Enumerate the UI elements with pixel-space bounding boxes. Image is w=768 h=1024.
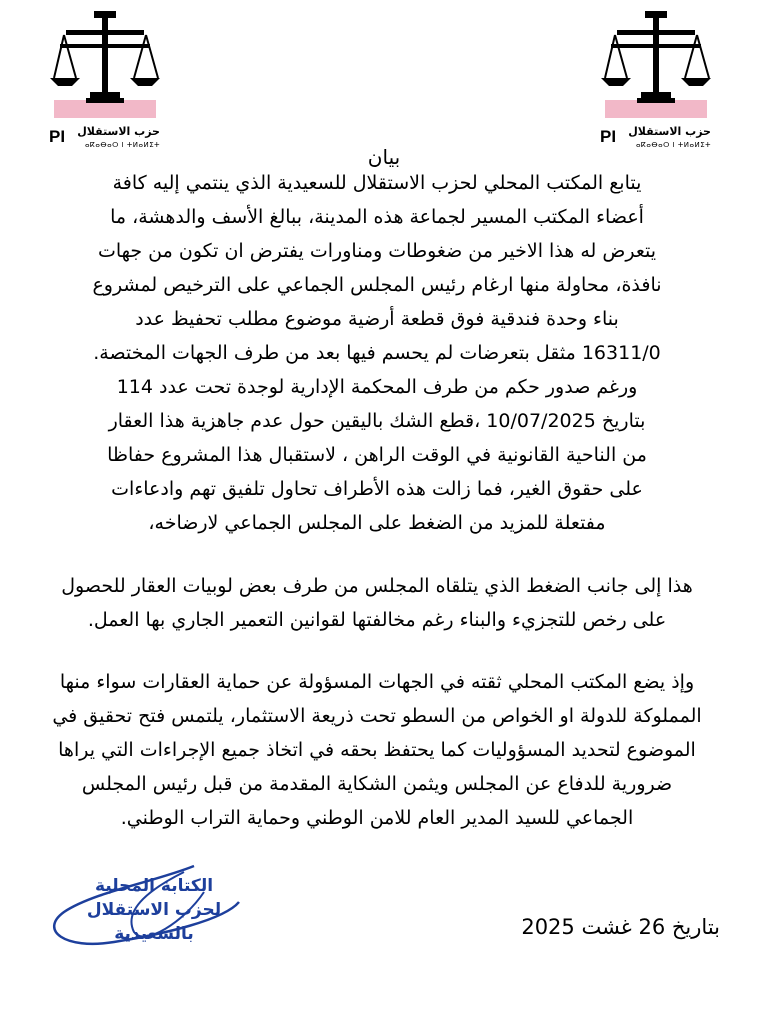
text-line: بتاريخ 10/07/2025 ،قطع الشك باليقين حول عدم جاهزية هذا العقار [108, 410, 646, 432]
logo-pi-mark: PI [49, 127, 66, 146]
text-line: الموضوع لتحديد المسؤوليات كما يحتفظ بحقه في اتخاذ جميع الإجراءات التي يراها [58, 739, 696, 761]
paragraph-main [22, 166, 732, 540]
text-line: مفتعلة للمزيد من الضغط على المجلس الجماعي لارضاخه، [148, 512, 606, 534]
text-line: ورغم صدور حكم من طرف المحكمة الإدارية لوجدة تحت عدد 114 [116, 376, 638, 398]
logo-party-name: حزب الاستقلال [628, 125, 711, 138]
signature-stamp [34, 862, 254, 954]
text-line: 16311/0 مثقل بتعرضات لم يحسم فيها بعد من طرف الجهات المختصة. [93, 342, 661, 364]
document-date: بتاريخ 26 غشت 2025 [521, 915, 720, 939]
text-line: بناء وحدة فندقية فوق قطعة أرضية موضوع مطلب تحفيظ عدد [135, 308, 619, 330]
logo-pi-mark: PI [600, 127, 617, 146]
text-line: وإذ يضع المكتب المحلي ثقته في الجهات المسؤولة عن حماية العقارات سواء منها [59, 671, 695, 693]
party-logo-left [46, 6, 164, 154]
stamp-line: بالسعيدية [114, 924, 194, 944]
text-line: يتعرض له هذا الاخير من ضغوطات ومناورات يفترض ان تكون من جهات [97, 240, 657, 262]
text-line: المملوكة للدولة او الخواص من السطو تحت ذريعة الاستثمار، يلتمس فتح تحقيق في [52, 705, 702, 727]
paragraph-request [22, 665, 732, 835]
text-line: على رخص للتجزيء والبناء رغم مخالفتها لقوانين التعمير الجاري بها العمل. [87, 609, 667, 631]
text-line: على حقوق الغير، فما زالت هذه الأطراف تحاول تلفيق تهم وادعاءات [111, 478, 643, 500]
logo-party-name: حزب الاستقلال [77, 125, 160, 138]
paragraph-pressure [22, 569, 732, 637]
logo-tifinagh-name: ⴰⴽⴰⴱⴰⵔ ⵏ ⵜⵍⴰⵍⵉⵜ [85, 141, 160, 149]
text-line: نافذة، محاولة منها ارغام رئيس المجلس الجماعي على الترخيص لمشروع [92, 274, 662, 296]
text-line: هذا إلى جانب الضغط الذي يتلقاه المجلس من طرف بعض لوبيات العقار للحصول [61, 575, 693, 597]
text-line: يتابع المكتب المحلي لحزب الاستقلال للسعيدية الذي ينتمي إليه كافة [112, 172, 642, 194]
stamp-line: الكتابة المحلية [94, 876, 214, 896]
scales-of-justice-icon [597, 6, 715, 126]
stamp-line: لحزب الاستقلال [86, 900, 222, 920]
party-logo-right [597, 6, 715, 154]
scales-of-justice-icon [46, 6, 164, 126]
text-line: أعضاء المكتب المسير لجماعة هذه المدينة، ببالغ الأسف والدهشة، ما [110, 206, 644, 228]
text-line: ضرورية للدفاع عن المجلس ويثمن الشكاية المقدمة من قبل رئيس المجلس [81, 773, 673, 795]
text-line: الجماعي للسيد المدير العام للامن الوطني وحماية التراب الوطني. [120, 807, 634, 829]
text-line: من الناحية القانونية في الوقت الراهن ، لاستقبال هذا المشروع حفاظا [107, 444, 647, 466]
document-title: بيان [367, 145, 401, 169]
logo-tifinagh-name: ⴰⴽⴰⴱⴰⵔ ⵏ ⵜⵍⴰⵍⵉⵜ [636, 141, 711, 149]
